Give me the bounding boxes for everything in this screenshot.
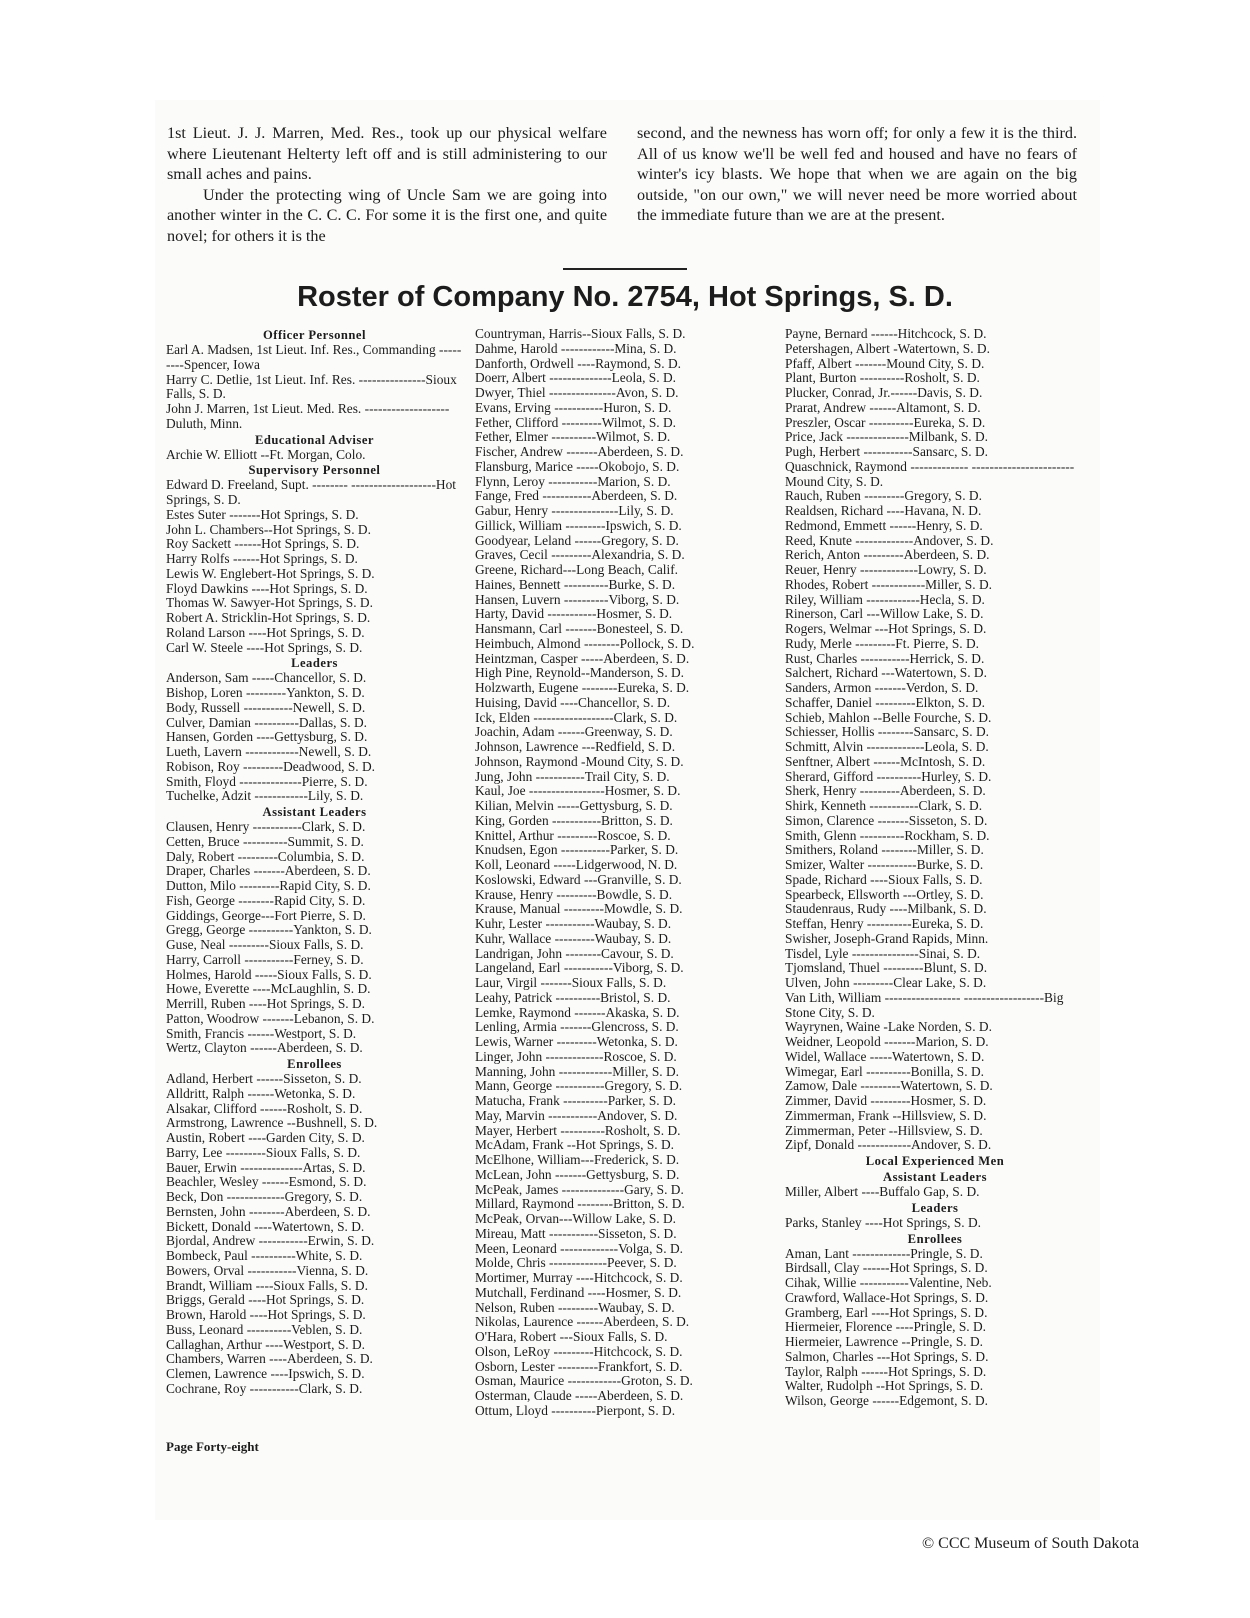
roster-entry: Price, Jack --------------Milbank, S. D. [785,430,989,445]
roster-entry: Molde, Chris -------------Peever, S. D. [475,1256,677,1271]
roster-entry: Culver, Damian ----------Dallas, S. D. [166,715,367,730]
roster-entry: Mortimer, Murray ----Hitchcock, S. D. [475,1271,683,1285]
roster-entry: Dutton, Milo ---------Rapid City, S. D. [166,879,371,893]
roster-entry: Johnson, Raymond -Mound City, S. D. [475,754,684,769]
roster-entry: Smith, Glenn ----------Rockham, S. D. [785,828,990,843]
roster-entry: Joachin, Adam ------Greenway, S. D. [475,725,673,740]
roster-entry: Kuhr, Lester -----------Waubay, S. D. [475,917,672,931]
roster-entry: Ick, Elden ------------------Clark, S. D. [475,709,678,725]
roster-entry: Austin, Robert ----Garden City, S. D. [166,1131,365,1145]
roster-entry: High Pine, Reynold--Manderson, S. D. [475,666,685,681]
roster-section-heading: Assistant Leaders [262,805,367,819]
roster-entry: Preszler, Oscar ----------Eureka, S. D. [785,415,986,430]
roster-entry: Osman, Maurice ------------Groton, S. D. [475,1374,693,1389]
roster-entry: Wimegar, Earl ----------Bonilla, S. D. [785,1064,984,1079]
roster-entry: Mireau, Matt -----------Sisseton, S. D. [475,1226,677,1241]
intro-text-right [637,123,1077,226]
roster-entry: Armstrong, Lawrence --Bushnell, S. D. [166,1116,378,1131]
roster-section-heading: Leaders [291,656,338,671]
roster-entry: Kaul, Joe -----------------Hosmer, S. D. [475,784,681,799]
roster-entry: Schmitt, Alvin -------------Leola, S. D. [785,740,989,754]
roster-entry: Guse, Neal ---------Sioux Falls, S. D. [166,938,364,952]
roster-entry: Hiermeier, Florence ----Pringle, S. D. [785,1320,987,1335]
roster-entry: Hiermeier, Lawrence --Pringle, S. D. [785,1335,984,1349]
roster-entry: Callaghan, Arthur ----Westport, S. D. [166,1337,365,1352]
roster-entry: Schieb, Mahlon --Belle Fourche, S. D. [785,710,992,725]
roster-entry: Mutchall, Ferdinand ----Hosmer, S. D. [475,1285,682,1300]
roster-entry: Patton, Woodrow -------Lebanon, S. D. [166,1011,375,1026]
roster-entry: Sherk, Henry ---------Aberdeen, S. D. [785,784,986,799]
roster-entry: Schiesser, Hollis --------Sansarc, S. D. [785,725,989,740]
roster-entry: McElhone, William---Frederick, S. D. [475,1153,680,1167]
roster-entry: Landrigan, John --------Cavour, S. D. [475,946,674,961]
roster-entry: Taylor, Ralph ------Hot Springs, S. D. [785,1364,987,1379]
roster-entry: Roland Larson ----Hot Springs, S. D. [166,625,365,640]
roster-entry: Parks, Stanley ----Hot Springs, S. D. [785,1215,982,1230]
roster-entry: Miller, Albert ----Buffalo Gap, S. D. [785,1185,980,1199]
roster-entry: Fange, Fred -----------Aberdeen, S. D. [475,489,678,504]
roster-entry: Smizer, Walter -----------Burke, S. D. [785,858,984,872]
roster-entry: Nikolas, Laurence ------Aberdeen, S. D. [475,1315,690,1330]
roster-entry: Matucha, Frank ----------Parker, S. D. [475,1094,676,1108]
roster-entry: Bjordal, Andrew -----------Erwin, S. D. [166,1234,375,1249]
roster-entry: Leahy, Patrick ----------Bristol, S. D. [475,990,671,1005]
roster-entry: Bishop, Loren ---------Yankton, S. D. [166,686,365,700]
roster-entry: Sanders, Armon -------Verdon, S. D. [785,681,979,695]
roster-entry: Gillick, William ---------Ipswich, S. D. [475,518,682,533]
roster-entry: Roy Sackett ------Hot Springs, S. D. [166,537,360,552]
roster-entry: Reed, Knute -------------Andover, S. D. [785,533,994,548]
roster-entry: John J. Marren, 1st Lieut. Med. Res. -------------------Duluth, Minn. [166,401,450,431]
roster-section-heading: Enrollees [287,1057,342,1071]
roster-entry: Wertz, Clayton ------Aberdeen, S. D. [166,1041,363,1056]
roster-entry: Brandt, William ----Sioux Falls, S. D. [166,1278,368,1293]
roster-section-heading: Assistant Leaders [882,1170,987,1184]
copyright-notice: © CCC Museum of South Dakota [922,1535,1140,1552]
roster-entry: Gabur, Henry ---------------Lily, S. D. [475,504,674,518]
roster-entry: Koslowski, Edward ---Granville, S. D. [475,872,682,887]
roster-entry: Thomas W. Sawyer-Hot Springs, S. D. [166,596,373,611]
roster-entry: Payne, Bernard ------Hitchcock, S. D. [785,327,987,341]
roster-entry: Heimbuch, Almond --------Pollock, S. D. [475,636,695,651]
page-number: Page Forty-eight [166,1439,259,1454]
roster-section-heading: Officer Personnel [262,328,367,342]
roster-entry: Prarat, Andrew ------Altamont, S. D. [785,400,981,415]
roster-entry: Clausen, Henry -----------Clark, S. D. [166,820,366,834]
roster-entry: Smith, Francis ------Westport, S. D. [166,1026,357,1041]
roster-entry: Manning, John ------------Miller, S. D. [475,1064,679,1079]
roster-entry: Tisdel, Lyle ---------------Sinai, S. D. [785,946,981,961]
roster-entry: May, Marvin -----------Andover, S. D. [475,1108,678,1123]
roster-entry: Widel, Wallace -----Watertown, S. D. [785,1049,985,1064]
roster-entry: Nelson, Ruben ---------Waubay, S. D. [475,1300,675,1315]
roster-entry: Zipf, Donald ------------Andover, S. D. [785,1138,992,1153]
roster-entry: Wayrynen, Waine -Lake Norden, S. D. [785,1020,992,1035]
roster-entry: Lewis, Warner ---------Wetonka, S. D. [475,1035,678,1049]
roster-entry: Giddings, George---Fort Pierre, S. D. [166,908,366,923]
roster-entry: Lueth, Lavern ------------Newell, S. D. [166,745,372,759]
roster-entry: McPeak, Orvan---Willow Lake, S. D. [475,1212,677,1226]
roster-entry: Spade, Richard ----Sioux Falls, S. D. [785,872,983,887]
roster-entry: Knudsen, Egon -----------Parker, S. D. [475,843,679,858]
roster-entry: Daly, Robert ---------Columbia, S. D. [166,849,365,864]
roster-entry: Robert A. Stricklin-Hot Springs, S. D. [166,611,371,625]
roster-entry: Millard, Raymond --------Britton, S. D. [475,1197,685,1212]
roster-entry: Staudenraus, Rudy ----Milbank, S. D. [785,902,987,917]
roster-entry: Cochrane, Roy -----------Clark, S. D. [166,1381,363,1396]
roster-entry: Adland, Herbert ------Sisseton, S. D. [166,1072,362,1086]
roster-entry: Goodyear, Leland ------Gregory, S. D. [475,533,679,548]
roster-entry: Smithers, Roland --------Miller, S. D. [785,843,984,858]
roster-entry: Swisher, Joseph-Grand Rapids, Minn. [785,931,989,946]
roster-entry: Harty, David -----------Hosmer, S. D. [475,607,673,622]
roster-entry: Johnson, Lawrence ---Redfield, S. D. [475,740,676,754]
roster-column-1 [166,327,463,1397]
roster-entry: Floyd Dawkins ----Hot Springs, S. D. [166,581,368,596]
roster-entry: Van Lith, William ----------------- ------------------Big Stone City, S. D. [785,989,1064,1020]
roster-entry: Krause, Henry ---------Bowdle, S. D. [475,887,673,902]
roster-entry: Rust, Charles -----------Herrick, S. D. [785,651,985,666]
roster-entry: Doerr, Albert --------------Leola, S. D. [475,371,676,386]
roster-entry: Beachler, Wesley ------Esmond, S. D. [166,1175,367,1190]
roster-entry: Kuhr, Wallace ---------Waubay, S. D. [475,931,672,946]
roster-entry: Zimmer, David ---------Hosmer, S. D. [785,1094,987,1108]
roster-entry: Osterman, Claude -----Aberdeen, S. D. [475,1389,684,1403]
roster-entry: Tjomsland, Thuel ---------Blunt, S. D. [785,961,988,976]
roster-entry: Flynn, Leroy -----------Marion, S. D. [475,474,671,489]
roster-entry: Cetten, Bruce ----------Summit, S. D. [166,834,364,849]
roster-entry: Realdsen, Richard ----Havana, N. D. [785,504,982,518]
roster-entry: Brown, Harold ----Hot Springs, S. D. [166,1308,366,1322]
intro-text-left [167,123,607,247]
roster-entry: Bickett, Donald ----Watertown, S. D. [166,1219,365,1234]
roster-section-heading: Leaders [911,1200,959,1215]
roster-entry: Zimmerman, Peter --Hillsview, S. D. [785,1123,983,1138]
roster-entry: Holmes, Harold -----Sioux Falls, S. D. [166,967,372,982]
roster-entry: Birdsall, Clay ------Hot Springs, S. D. [785,1261,988,1276]
roster-entry: Quaschnick, Raymond ------------- -----------------------Mound City, S. D. [785,458,1075,489]
roster-entry: Haines, Bennett ----------Burke, S. D. [475,577,676,592]
roster-entry: Greene, Richard---Long Beach, Calif. [475,563,679,577]
roster-entry: Mann, George -----------Gregory, S. D. [475,1079,683,1094]
roster-entry: Heintzman, Casper -----Aberdeen, S. D. [475,651,690,666]
roster-entry: Merrill, Ruben ----Hot Springs, S. D. [166,997,365,1011]
roster-entry: Petershagen, Albert -Watertown, S. D. [785,341,990,356]
roster-entry: Buss, Leonard ----------Veblen, S. D. [166,1322,363,1337]
roster-entry: Shirk, Kenneth -----------Clark, S. D. [785,799,983,813]
roster-entry: Reuer, Henry -------------Lowry, S. D. [785,563,987,577]
roster-entry: Aman, Lant -------------Pringle, S. D. [785,1246,983,1261]
roster-entry: Laur, Virgil -------Sioux Falls, S. D. [475,976,667,990]
roster-entry: Knittel, Arthur ---------Roscoe, S. D. [475,828,671,843]
roster-entry: Robison, Roy ---------Deadwood, S. D. [166,759,376,774]
roster-entry: McAdam, Frank --Hot Springs, S. D. [475,1138,674,1153]
roster-entry: Estes Suter -------Hot Springs, S. D. [166,507,359,522]
roster-entry: Jung, John -----------Trail City, S. D. [475,769,670,784]
roster-entry: McLean, John -------Gettysburg, S. D. [475,1167,680,1182]
roster-entry: Holzwarth, Eugene --------Eureka, S. D. [475,681,690,695]
intro-paragraph: 1st Lieut. J. J. Marren, Med. Res., took up our physical welfare where Lieutenant Helterty left off and is still administering to our small aches and pains. [167,124,607,184]
roster-entry: Bowers, Orval -----------Vienna, S. D. [166,1263,369,1278]
roster-entry: Meen, Leonard -------------Volga, S. D. [475,1241,683,1256]
intro-paragraph: Under the protecting wing of Uncle Sam we are going into another winter in the C. C. C. For some it is the first one, and quite novel; for others it is the [167,185,607,245]
roster-entry: Steffan, Henry ----------Eureka, S. D. [785,917,984,931]
roster-entry: Anderson, Sam -----Chancellor, S. D. [166,671,367,686]
roster-entry: Cihak, Willie -----------Valentine, Neb. [785,1276,992,1290]
page-title: Roster of Company No. 2754, Hot Springs, S. D. [297,281,953,313]
roster-entry: Beck, Don -------------Gregory, S. D. [166,1190,363,1204]
roster-entry: Edward D. Freeland, Supt. -------- -------------------Hot Springs, S. D. [166,477,456,507]
roster-entry: Danforth, Ordwell ----Raymond, S. D. [475,356,682,371]
roster-entry: Schaffer, Daniel ---------Elkton, S. D. [785,695,986,710]
roster-entry: Graves, Cecil ---------Alexandria, S. D. [475,548,685,563]
roster-entry: Hansmann, Carl -------Bonesteel, S. D. [475,622,684,636]
roster-entry: Koll, Leonard -----Lidgerwood, N. D. [475,858,678,872]
roster-entry: Redmond, Emmett ------Henry, S. D. [785,518,983,533]
roster-entry: Pfaff, Albert -------Mound City, S. D. [785,356,985,371]
roster-entry: Evans, Erving -----------Huron, S. D. [475,400,672,415]
roster-entry: Bombeck, Paul ----------White, S. D. [166,1249,363,1263]
roster-entry: Fischer, Andrew -------Aberdeen, S. D. [475,445,684,459]
roster-entry: Salchert, Richard ---Watertown, S. D. [785,666,987,681]
roster-entry: Lewis W. Englebert-Hot Springs, S. D. [166,566,375,581]
roster-entry: Ottum, Lloyd ----------Pierpont, S. D. [475,1403,676,1418]
roster-entry: Body, Russell -----------Newell, S. D. [166,700,366,715]
roster-entry: Gramberg, Earl ----Hot Springs, S. D. [785,1305,988,1320]
roster-entry: Rauch, Ruben ---------Gregory, S. D. [785,489,982,504]
roster-entry: Rinerson, Carl ---Willow Lake, S. D. [785,607,984,622]
roster-entry: King, Gorden -----------Britton, S. D. [475,813,673,828]
roster-entry: Hansen, Gorden ----Gettysburg, S. D. [166,730,368,745]
roster-entry: Sherard, Gifford ----------Hurley, S. D. [785,769,992,784]
roster-entry: Howe, Everette ----McLaughlin, S. D. [166,982,371,997]
roster-entry: Huising, David ----Chancellor, S. D. [475,695,671,710]
intro-paragraph: second, and the newness has worn off; for only a few it is the third. All of us know we'll be well fed and housed and have no fears of winter's icy blasts. We hope that when we are again on the big outside, "on our own," we will never need be more worried about the immediate future than we are at the present. [637,124,1077,225]
roster-entry: Osborn, Lester ---------Frankfort, S. D. [475,1359,683,1374]
roster-entry: Barry, Lee ---------Sioux Falls, S. D. [166,1145,361,1160]
roster-entry: Gregg, George ----------Yankton, S. D. [166,923,372,938]
roster-entry: Fether, Clifford ---------Wilmot, S. D. [475,415,676,430]
roster-entry: Wilson, George ------Edgemont, S. D. [785,1394,989,1408]
roster-entry: Harry C. Detlie, 1st Lieut. Inf. Res. ---------------Sioux Falls, S. D. [166,371,457,402]
roster-entry: Lenling, Armia -------Glencross, S. D. [475,1020,679,1035]
roster-entry: Plucker, Conrad, Jr.------Davis, S. D. [785,386,983,400]
roster-entry: Spearbeck, Ellsworth ---Ortley, S. D. [785,887,984,902]
roster-entry: Rudy, Merle ---------Ft. Pierre, S. D. [785,636,979,651]
roster-entry: Fish, George --------Rapid City, S. D. [166,893,366,908]
roster-entry: Crawford, Wallace-Hot Springs, S. D. [785,1290,989,1305]
roster-entry: Fether, Elmer ----------Wilmot, S. D. [475,430,671,445]
roster-entry: Bauer, Erwin --------------Artas, S. D. [166,1160,366,1175]
roster-section-heading: Educational Adviser [254,432,374,447]
roster-entry: Ulven, John ---------Clear Lake, S. D. [785,976,987,990]
roster-entry: Rogers, Welmar ---Hot Springs, S. D. [785,622,987,636]
section-divider [563,268,687,270]
roster-entry: Mayer, Herbert ----------Rosholt, S. D. [475,1123,681,1138]
roster-entry: Riley, William ------------Hecla, S. D. [785,592,985,607]
roster-entry: Smith, Floyd --------------Pierre, S. D. [166,774,368,789]
roster-entry: Archie W. Elliott --Ft. Morgan, Colo. [166,447,366,462]
roster-entry: Olson, LeRoy ---------Hitchcock, S. D. [475,1344,683,1359]
roster-entry: Hansen, Luvern ----------Viborg, S. D. [475,592,680,607]
roster-entry: Pugh, Herbert -----------Sansarc, S. D. [785,445,989,459]
roster-entry: Rerich, Anton ---------Aberdeen, S. D. [785,548,990,563]
roster-entry: Alsakar, Clifford ------Rosholt, S. D. [166,1101,363,1116]
roster-entry: Countryman, Harris--Sioux Falls, S. D. [475,327,686,341]
roster-entry: Harry Rolfs ------Hot Springs, S. D. [166,552,358,566]
roster-entry: McPeak, James --------------Gary, S. D. [475,1182,684,1197]
roster-entry: Briggs, Gerald ----Hot Springs, S. D. [166,1293,365,1308]
roster-section-heading: Enrollees [907,1231,963,1246]
roster-entry: Zamow, Dale ---------Watertown, S. D. [785,1079,993,1094]
roster-column-2 [475,327,772,1419]
roster-entry: Bernsten, John --------Aberdeen, S. D. [166,1204,371,1219]
roster-entry: Earl A. Madsen, 1st Lieut. Inf. Res., Commanding ---------Spencer, Iowa [166,342,462,372]
roster-section-heading: Supervisory Personnel [248,463,381,478]
roster-column-3 [785,327,1085,1409]
roster-entry: Lemke, Raymond -------Akaska, S. D. [475,1005,680,1020]
roster-entry: Langeland, Earl -----------Viborg, S. D. [475,961,684,976]
roster-entry: Chambers, Warren ----Aberdeen, S. D. [166,1352,373,1367]
roster-entry: Weidner, Leopold -------Marion, S. D. [785,1035,989,1049]
roster-section-heading: Local Experienced Men [865,1154,1005,1168]
roster-entry: Clemen, Lawrence ----Ipswich, S. D. [166,1367,365,1381]
roster-entry: Tuchelke, Adzit ------------Lily, S. D. [166,789,364,804]
roster-entry: Salmon, Charles ---Hot Springs, S. D. [785,1349,989,1364]
roster-entry: O'Hara, Robert ---Sioux Falls, S. D. [475,1330,668,1344]
roster-entry: Dwyer, Thiel ---------------Avon, S. D. [475,386,679,400]
roster-entry: Krause, Manual ---------Mowdle, S. D. [475,902,683,917]
roster-entry: Harry, Carroll -----------Ferney, S. D. [166,952,364,967]
roster-entry: Alldritt, Ralph ------Wetonka, S. D. [166,1086,356,1101]
roster-entry: Draper, Charles -------Aberdeen, S. D. [166,864,371,879]
roster-entry: Zimmerman, Frank --Hillsview, S. D. [785,1108,987,1123]
roster-entry: Dahme, Harold ------------Mina, S. D. [475,341,677,356]
roster-entry: Senftner, Albert ------McIntosh, S. D. [785,754,986,769]
roster-entry: Simon, Clarence -------Sisseton, S. D. [785,813,988,828]
roster-entry: Rhodes, Robert ------------Miller, S. D. [785,577,992,592]
roster-entry: Linger, John -------------Roscoe, S. D. [475,1049,677,1064]
roster-entry: Flansburg, Marice -----Okobojo, S. D. [475,459,680,474]
roster-entry: Kilian, Melvin -----Gettysburg, S. D. [475,799,673,813]
roster-entry: Carl W. Steele ----Hot Springs, S. D. [166,640,363,655]
roster-entry: Walter, Rudolph --Hot Springs, S. D. [785,1379,984,1394]
roster-entry: Plant, Burton ----------Rosholt, S. D. [785,371,980,386]
roster-entry: John L. Chambers--Hot Springs, S. D. [166,522,371,537]
